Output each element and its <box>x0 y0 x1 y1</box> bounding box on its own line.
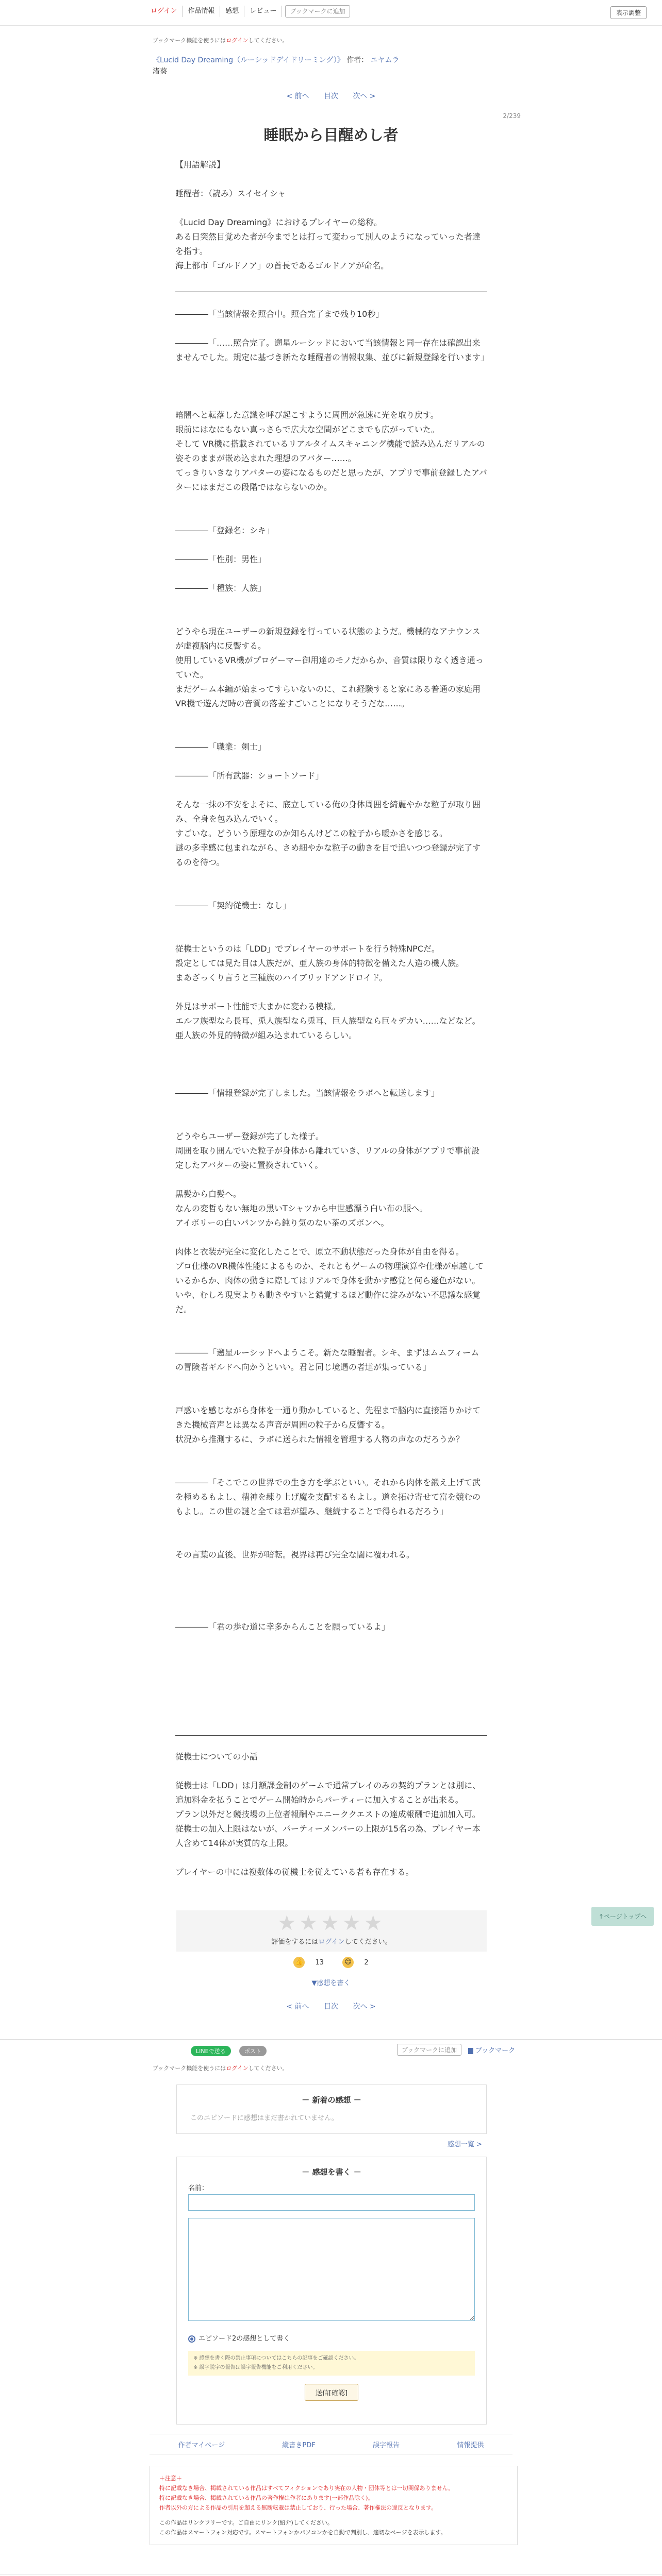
body-paragraph: アイボリーの白いパンツから鈍り気のない茶のズボンへ。 <box>175 1218 389 1228</box>
body-paragraph: ――――「……照合完了。遡星ルーシッドにおいて当該情報と同一存在は確認出来ませんでした。規定に基づき新たな睡醒者の情報収集、並びに新規登録を行います」 <box>175 338 489 362</box>
bookmark-link[interactable]: ブックマーク <box>468 2045 515 2055</box>
caution-box: ＋注意＋ 特に記載なき場合、掲載されている作品はすべてフィクションであり実在の人物・団体等とは一切関係ありません。 特に記載なき場合、掲載されている作品の著作権は作者にあります(一部作品除く)。 作者以外の方による作品の引用を超える無断転載は禁止しており、行った場合、著作権法の違反となります。 この作品はリンクフリーです。ご自由にリンク(紹介)してください。 この作品はスマートフォン対応です。スマートフォンかパソコンかを自動で判別し、適切なページを表示します。 <box>150 2466 518 2545</box>
body-paragraph <box>175 172 487 187</box>
body-paragraph <box>175 1375 487 1389</box>
body-paragraph: 暗闇へと転落した意識を呼び起こすように周囲が急速に光を取り戻す。 <box>175 410 439 420</box>
new-impressions-empty: このエピソードに感想はまだ書かれていません。 <box>190 2114 338 2122</box>
body-paragraph <box>175 538 487 552</box>
body-paragraph <box>175 1173 487 1187</box>
impression-textarea[interactable] <box>188 2218 475 2321</box>
body-paragraph: どうやら現在ユーザーの新規登録を行っている状態のようだ。機械的なアナウンスが虚複脳内に反響する。 <box>175 626 481 651</box>
x-share-button[interactable]: ポスト <box>239 2046 267 2056</box>
body-paragraph <box>175 610 487 624</box>
body-paragraph: 《Lucid Day Dreaming》におけるプレイヤーの総称。 <box>175 217 383 227</box>
typo-report-link[interactable]: 誤字報告 <box>373 2441 400 2449</box>
postscript-body <box>175 1750 487 1879</box>
bookmark-login-link-bottom[interactable]: ログイン <box>226 2065 249 2072</box>
next-link[interactable]: 次へ > <box>353 92 376 100</box>
next-link-bottom[interactable]: 次へ > <box>353 2003 376 2011</box>
body-paragraph <box>175 379 487 394</box>
body-paragraph: 状況から推測するに、ラボに送られた情報を管理する人物の声なのだろうか？ <box>175 1434 465 1444</box>
impression-notice: ※ 感想を書く際の禁止事項についてはこちらの記事をご確認ください。 ※ 誤字脱字の報告は誤字報告機能をご利用ください。 <box>188 2351 475 2376</box>
body-paragraph <box>175 1230 487 1245</box>
reviews-link[interactable]: レビュー <box>244 6 282 17</box>
body-paragraph: なんの変哲もない無地の黒いTシャツから中世感漂う白い布の服へ。 <box>175 1204 428 1213</box>
body-paragraph: ――――「種族：人族」 <box>175 583 267 593</box>
body-paragraph <box>175 913 487 927</box>
body-paragraph <box>175 1115 487 1129</box>
body-paragraph: そんな一抹の不安をよそに、底立している俺の身体周囲を綺麗やかな粒子が取り囲み、全身を包み込んでいく。 <box>175 800 481 824</box>
toc-link[interactable]: 目次 <box>324 92 338 100</box>
body-paragraph: ある日突然目覚めた者が今までとは打って変わって別人のようになっていった者達を指す。 <box>175 232 481 256</box>
body-paragraph <box>175 711 487 725</box>
body-paragraph: 従機士は「LDD」は月額課金制のゲームで通常プレイのみの契約プランとは別に、追加料金を払うことでゲーム開始時からパーティーに加入することが出来る。 <box>175 1781 481 1805</box>
prev-link-bottom[interactable]: < 前へ <box>286 2003 309 2011</box>
reactions-row <box>0 1957 662 1968</box>
body-paragraph: 戸惑いを感じながら身体を一通り動かしていると、先程まで脳内に直接語りかけてきた機械音声とは異なる声音が周囲の粒子から反響する。 <box>175 1405 481 1430</box>
pager-top <box>0 91 662 101</box>
body-paragraph: 海上都市「ゴルドノア」の首長であるゴルドノアが命名。 <box>175 261 389 270</box>
rating-stars[interactable]: ★★★★★ <box>277 1911 386 1935</box>
preface-body <box>175 158 487 273</box>
body-paragraph: プラン以外だと競技場の上位者報酬やユニーククエストの達成報酬で追加加入可。 <box>175 1809 481 1819</box>
share-row <box>0 2039 662 2060</box>
rating-box <box>176 1910 487 1952</box>
body-paragraph: いや、むしろ現実よりも動きやすいと錯覚するほど動作に淀みがない不思議な感覚だ。 <box>175 1290 481 1314</box>
body-paragraph <box>175 1533 487 1548</box>
impressions-list-link[interactable]: 感想一覧 > <box>448 2141 483 2148</box>
bookmark-login-link[interactable]: ログイン <box>226 37 249 44</box>
toc-link-bottom[interactable]: 目次 <box>324 2003 338 2011</box>
body-paragraph <box>175 1519 487 1533</box>
pager-bottom <box>0 2001 662 2011</box>
body-paragraph: 【用語解説】 <box>175 160 225 170</box>
body-paragraph <box>175 870 487 884</box>
body-paragraph: 設定としては見た目は人族だが、亜人族の身体的特徴を備えた人造の機人族。 <box>175 958 465 968</box>
body-paragraph: ――――「契約従機士：なし」 <box>175 901 291 910</box>
body-paragraph: ――――「性別：男性」 <box>175 554 267 564</box>
body-paragraph <box>175 985 487 999</box>
bookmark-add-button-bottom[interactable]: ブックマークに追加 <box>397 2044 461 2056</box>
body-paragraph <box>175 1605 487 1620</box>
body-paragraph: プレイヤーの中には複数体の従機士を従えている者も存在する。 <box>175 1867 414 1877</box>
body-paragraph <box>175 509 487 523</box>
body-paragraph: ――――「君の歩む道に幸多からんことを願っているよ」 <box>175 1622 390 1632</box>
body-paragraph: まだゲーム本編が始まってすらいないのに、これ経験すると家にある普通の家庭用VR機で遊んだ時の音質の落差すごいことになりそうだな……。 <box>175 684 481 708</box>
write-impression-box <box>176 2157 487 2425</box>
body-paragraph <box>175 1577 487 1591</box>
body-paragraph <box>175 365 487 379</box>
body-paragraph: すごいな。どういう原理なのか知らんけどこの粒子から暖かさを感じる。 <box>175 828 448 838</box>
rating-note: 評価をするにはログインしてください。 <box>271 1938 392 1946</box>
body-paragraph <box>175 321 487 336</box>
divider-bottom <box>175 1735 487 1736</box>
body-paragraph <box>175 927 487 942</box>
body-paragraph <box>175 596 487 610</box>
page-number: 2/239 <box>503 112 521 120</box>
body-paragraph <box>175 1764 487 1778</box>
smile-reaction[interactable]: ☺ 2 <box>338 1957 372 1968</box>
body-paragraph: 眼前にはなにもない真っさらで広大な空間がどこまでも広がっていた。 <box>175 425 439 434</box>
body-paragraph <box>175 884 487 899</box>
page-top-button[interactable]: ↑ページトップへ <box>591 1907 654 1926</box>
footer-links <box>150 2434 512 2454</box>
rating-login-link[interactable]: ログイン <box>318 1938 345 1946</box>
body-paragraph: 亜人族の外見的特徴が組み込まれているらしい。 <box>175 1030 357 1040</box>
line-share-button[interactable]: LINEで送る <box>191 2046 231 2056</box>
episode-title: 睡眠から目醒めし者 <box>263 126 399 144</box>
bookmark-add-button[interactable]: ブックマークに追加 <box>285 5 350 18</box>
body-paragraph <box>175 1591 487 1605</box>
bottom-bar <box>0 2574 662 2576</box>
body-paragraph <box>175 1562 487 1577</box>
body-paragraph: てっきりいきなりアバターの姿になるものだと思ったが、アプリで事前登録したアバターにはまだこの段階ではならないのか。 <box>175 468 487 492</box>
body-paragraph <box>175 1100 487 1115</box>
body-paragraph <box>175 725 487 740</box>
impressions-link[interactable]: 感想 <box>220 6 244 17</box>
top-nav <box>145 5 350 18</box>
author-name[interactable]: エヤムラ <box>370 56 400 64</box>
like-reaction[interactable]: 👍 13 <box>289 1957 328 1968</box>
body-paragraph <box>175 567 487 581</box>
body-paragraph <box>175 1072 487 1086</box>
body-paragraph: 従機士についての小話 <box>175 1752 258 1761</box>
body-paragraph <box>175 1057 487 1072</box>
body-paragraph: ――――「当該情報を照合中。照合完了まで残り10秒」 <box>175 309 384 319</box>
body-paragraph <box>175 1389 487 1403</box>
body-paragraph: どうやらユーザー登録が完了した様子。 <box>175 1131 324 1141</box>
body-paragraph <box>175 1851 487 1865</box>
name-label: 名前： <box>188 2184 209 2192</box>
new-impressions-heading: － 新着の感想 － <box>302 2095 361 2105</box>
smile-icon: ☺ <box>342 1957 354 1968</box>
body-paragraph <box>175 1331 487 1346</box>
login-link[interactable]: ログイン <box>145 6 183 17</box>
thumbs-up-icon: 👍 <box>293 1957 305 1968</box>
body-paragraph: 黒髪から白髪へ。 <box>175 1189 242 1199</box>
radio-selected-icon <box>188 2335 195 2343</box>
author-label: 作者： <box>346 56 369 64</box>
episode-radio[interactable]: エピソード2の感想として書く <box>188 2333 475 2343</box>
body-paragraph: 使用しているVR機がプロゲーマー御用達のモノだからか、音質は限りなく透き通っていた。 <box>175 655 484 680</box>
body-paragraph: ――――「所有武器：ショートソード」 <box>175 771 324 781</box>
body-paragraph: 肉体と衣装が完全に変化したことで、原立不動状態だった身体が自由を得る。 <box>175 1247 464 1257</box>
body-paragraph: ――――「そこでこの世界での生き方を学ぶといい。それから肉体を鍛え上げて武を極めるもよし、精神を練り上げ魔を支配するもよし。道を拓け寄せて富を競むのもよし。この世の謎と全ては君が望み、継続することで得られるだろう」 <box>175 1478 481 1516</box>
body-paragraph: プロ仕様のVR機体性能によるものか、それともゲームの物理演算や仕様が卓越しているからか、肉体の動きに際してはリアルで身体を動かす感覚と何ら遜色がない。 <box>175 1261 484 1285</box>
body-paragraph <box>175 783 487 798</box>
body-paragraph <box>175 1043 487 1057</box>
bookmark-note-bottom: ブックマーク機能を使うにはログインしてください。 <box>153 2065 288 2072</box>
top-bar <box>0 0 662 26</box>
body-paragraph: ――――「遡星ルーシッドへようこそ。新たな睡醒者。シキ、まずはムムフィームの冒険者ギルドへ向かうといい。君と同じ境遇の者達が集っている」 <box>175 1348 479 1372</box>
body-paragraph <box>175 1317 487 1331</box>
body-paragraph: 周囲を取り囲んでいた粒子が身体から離れていき、リアルの身体がアプリで事前設定したアバターの姿に置換されていく。 <box>175 1146 480 1170</box>
body-paragraph: 従機士というのは「LDD」でプレイヤーのサポートを行う特殊NPCだ。 <box>175 944 440 954</box>
body-paragraph: 従機士の加入上限はないが、パーティーメンバーの上限が15名の為、プレイヤー本人含めて14体が実質的な上限。 <box>175 1824 481 1848</box>
body-paragraph: 謎の多幸感に包まれながら、さめ細やかな粒子の動きを目で追いつつ登録が完了するのを待つ。 <box>175 843 481 867</box>
prev-link[interactable]: < 前へ <box>286 92 309 100</box>
name-input[interactable] <box>188 2194 475 2211</box>
submit-button[interactable]: 送信[確認] <box>305 2384 358 2401</box>
body-paragraph <box>175 201 487 215</box>
body-paragraph: その言葉の直後、世界が暗転。視界は再び完全な闇に覆われる。 <box>175 1550 415 1560</box>
info-provide-link[interactable]: 情報提供 <box>457 2441 484 2449</box>
works-info-link[interactable]: 作品情報 <box>183 6 220 17</box>
body-paragraph: ――――「登録名：シキ」 <box>175 526 275 535</box>
body-paragraph: ――――「職業：剣士」 <box>175 742 267 752</box>
caution-title: ＋注意＋ <box>159 2475 182 2482</box>
series-header <box>153 55 410 77</box>
body-paragraph: そして VR機に搭載されているリアルタイムスキャニング機能で読み込んだリアルの姿そのままが嵌め込まれた理想のアバター……。 <box>175 439 485 463</box>
main-body <box>175 307 487 1634</box>
body-paragraph <box>175 754 487 769</box>
body-paragraph <box>175 1461 487 1476</box>
body-paragraph <box>175 1447 487 1461</box>
vertical-pdf-link[interactable]: 縦書きPDF <box>282 2441 316 2449</box>
body-paragraph <box>175 495 487 509</box>
write-impression-heading: － 感想を書く － <box>302 2167 361 2177</box>
bookmark-note: ブックマーク機能を使うにはログインしてください。 <box>153 37 288 44</box>
write-impressions-link[interactable]: ▼感想を書く <box>311 1979 351 1987</box>
series-title[interactable]: 《Lucid Day Dreaming（ルーシッドデイドリーミング）》 <box>153 56 344 64</box>
body-paragraph: 外見はサポート性能で大まかに変わる模様。 <box>175 1002 341 1011</box>
body-paragraph: 睡醒者：（読み）スイセイシャ <box>175 189 286 198</box>
body-paragraph <box>175 394 487 408</box>
display-settings-button[interactable]: 表示調整 <box>610 6 647 19</box>
body-paragraph: エルフ族型なら長耳、兎人族型なら兎耳、巨人族型なら巨々デカい……などなど。 <box>175 1016 481 1026</box>
new-impressions-box <box>176 2084 487 2134</box>
author-suffix: 渚葵 <box>153 67 167 76</box>
body-paragraph: まあざっくり言うと三種族のハイブリッドアンドロイド。 <box>175 973 388 982</box>
body-paragraph: ――――「情報登録が完了しました。当該情報をラボへと転送します」 <box>175 1088 440 1098</box>
bookmark-icon <box>468 2048 473 2054</box>
author-mypage-link[interactable]: 作者マイページ <box>178 2441 225 2449</box>
